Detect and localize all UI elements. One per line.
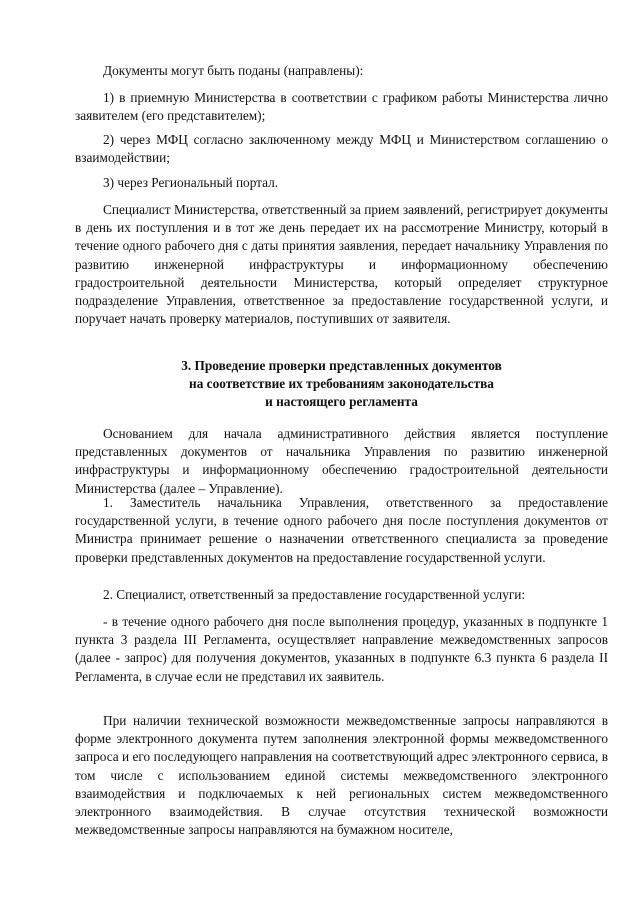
heading-line-3: и настоящего регламента	[265, 394, 418, 410]
paragraph-basis: Основанием для начала административного действия является поступление представленных документов от начальника Управления по развитию инженерной инфраструктуры и информационному обеспечению градостроительной деятельности Министерства (далее – Управление).	[75, 426, 608, 496]
paragraph-specialist-registration: Специалист Министерства, ответственный за прием заявлений, регистрирует документы в день их поступления и в тот же день передает их на рассмотрение Министру, который в течение одного рабочего дня с даты принятия заявления, передает начальнику Управления по развитию инженерной инфраструктуры и информационному обеспечению градостроительной деятельности Министерства, который определяет структурное подразделение Управления, ответственное за предоставление государственной услуги, и поручает начать проверку материалов, поступивших от заявителя.	[75, 202, 608, 327]
paragraph-method-3: 3) через Региональный портал.	[103, 175, 279, 190]
paragraph-electronic-requests: При наличии технической возможности межведомственные запросы направляются в форме электронного документа путем заполнения электронной формы межведомственного запроса и его последующего направления на соответствующий адрес электронного сервиса, в том числе с использованием единой системы межведомственного электронного взаимодействия и подключаемых к ней региональных систем межведомственного электронного взаимодействия. В случае отсутствия технической возможности межведомственные запросы направляются на бумажном носителе,	[75, 713, 608, 838]
paragraph-item-2: 2. Специалист, ответственный за предоставление государственной услуги:	[103, 587, 526, 602]
paragraph-item-2-detail: - в течение одного рабочего дня после выполнения процедур, указанных в подпункте 1 пункта 3 раздела III Регламента, осуществляет направление межведомственных запросов (далее - запрос) для получения документов, указанных в подпункте 6.3 пункта 6 раздела II Регламента, в случае если не представил их заявитель.	[75, 614, 608, 684]
paragraph-submission-methods: Документы могут быть поданы (направлены):	[103, 63, 364, 78]
section-heading-3	[75, 357, 608, 412]
heading-line-1: 3. Проведение проверки представленных документов	[181, 358, 502, 373]
heading-line-2: на соответствие их требованиям законодательства	[189, 376, 494, 392]
paragraph-method-1: 1) в приемную Министерства в соответствии с графиком работы Министерства лично заявителем (его представителем);	[75, 90, 608, 124]
paragraph-method-2: 2) через МФЦ согласно заключенному между МФЦ и Министерством соглашению о взаимодействии;	[75, 132, 608, 166]
paragraph-item-1: 1. Заместитель начальника Управления, ответственного за предоставление государственной услуги, в течение одного рабочего дня после поступления документов от Министра принимает решение о назначении ответственного специалиста за проведение проверки представленных документов на предоставление государственной услуги.	[75, 495, 608, 565]
